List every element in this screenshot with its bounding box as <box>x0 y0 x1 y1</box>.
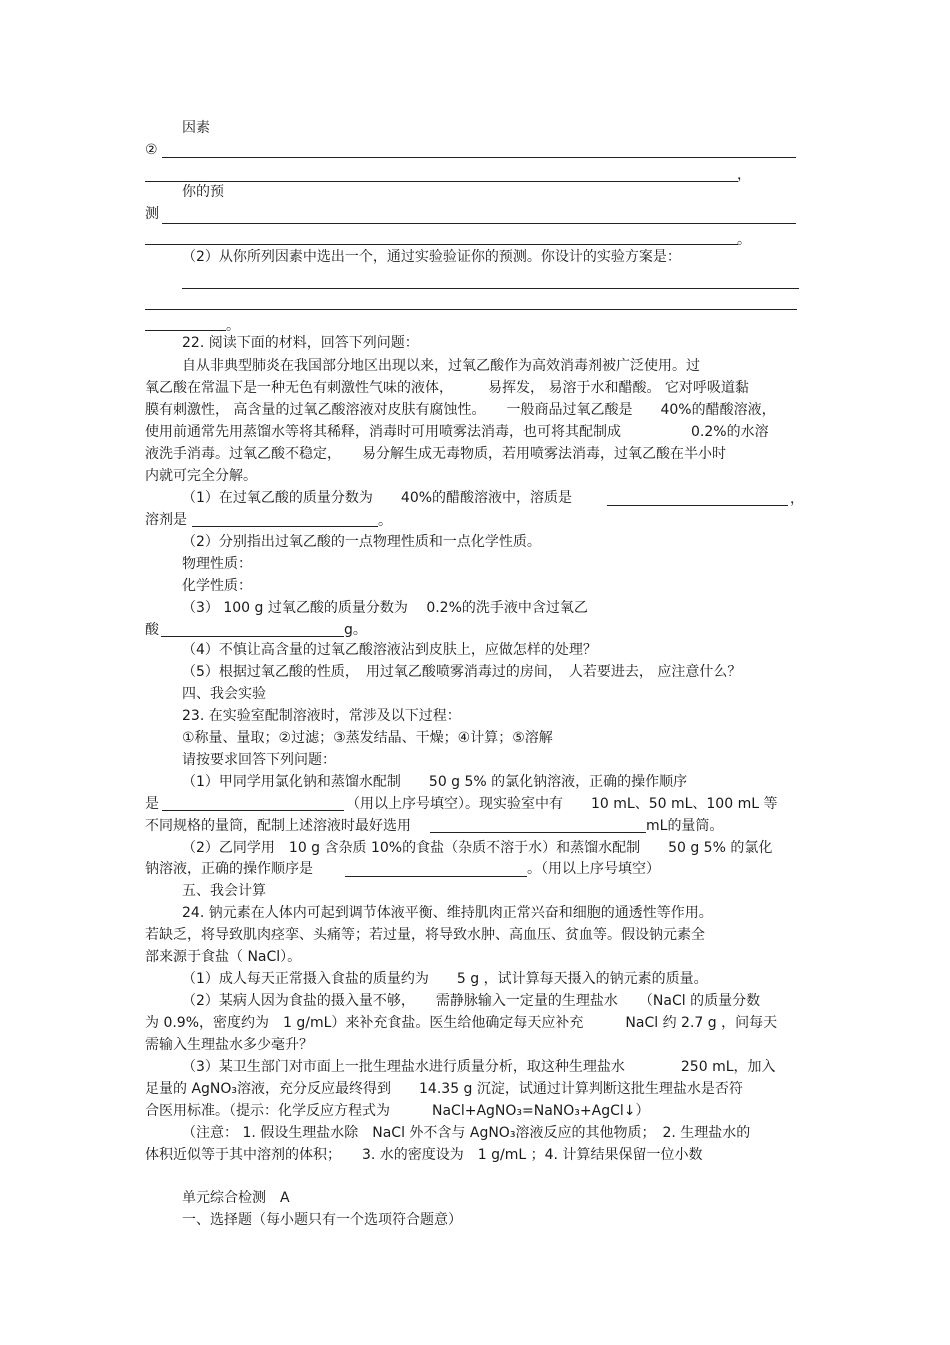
q22-sub5: （5）根据过氧乙酸的性质， 用过氧乙酸喷雾消毒过的房间， 人若要进去， 应注意什么？ <box>182 664 742 680</box>
q22-heading: 22. 阅读下面的材料，回答下列问题： <box>182 335 419 351</box>
q23-sub1-cont: 不同规格的量筒，配制上述溶液时最好选用 <box>145 818 411 834</box>
predict-label: 你的预 <box>182 184 224 200</box>
paragraph-line: 自从非典型肺炎在我国部分地区出现以来，过氧乙酸作为高效消毒剂被广泛使用。过 <box>182 358 700 374</box>
q23-heading: 23. 在实验室配制溶液时，常涉及以下过程： <box>182 708 461 724</box>
process-steps: ①称量、量取；②过滤；③蒸发结晶、干燥；④计算；⑤溶解 <box>182 730 553 746</box>
predict-label-cont: 测 <box>145 206 159 222</box>
q24-note: （注意： 1. 假设生理盐水除 NaCl 外不含与 AgNO₃溶液反应的其他物质； 2. 生理盐水的 <box>182 1125 751 1141</box>
paragraph-line: 氧乙酸在常温下是一种无色有刺激性气味的液体， 易挥发， 易溶于水和醋酸。 它对呼吸道黏 <box>145 380 749 396</box>
solute-blank[interactable] <box>607 505 788 506</box>
q23-sub2-cont: 钠溶液，正确的操作顺序是 <box>145 861 313 877</box>
paragraph-line: 使用前通常先用蒸馏水等将其稀释，消毒时可用喷雾法消毒，也可将其配制成 0.2%的水溶 <box>145 424 769 440</box>
period: 。 <box>378 513 392 529</box>
paragraph-line: 部来源于食盐（ NaCl）。 <box>145 949 302 965</box>
order-blank[interactable] <box>162 810 344 811</box>
q24-heading: 24. 钠元素在人体内可起到调节体液平衡、维持肌肉正常兴奋和细胞的通透性等作用。 <box>182 905 713 921</box>
unit-label: mL的量筒。 <box>646 818 724 834</box>
paragraph-line: 膜有刺激性， 高含量的过氧乙酸溶液对皮肤有腐蚀性。 一般商品过氧乙酸是 40%的醋酸溶液， <box>145 402 776 418</box>
section-heading: 四、我会实验 <box>182 686 266 702</box>
section-heading: 五、我会计算 <box>182 883 266 899</box>
period: 。 <box>737 232 751 248</box>
period: 。 <box>226 318 240 334</box>
q22-sub2: （2）分别指出过氧乙酸的一点物理性质和一点化学性质。 <box>182 534 541 550</box>
answer-blank[interactable] <box>145 181 738 182</box>
q24-sub2-cont: 需输入生理盐水多少毫升？ <box>145 1037 313 1053</box>
mass-blank[interactable] <box>161 636 344 637</box>
q24-sub2: （2）某病人因为食盐的摄入量不够， 需静脉输入一定量的生理盐水 （NaCl 的质量分数 <box>182 993 761 1009</box>
answer-blank[interactable] <box>182 288 799 289</box>
q22-sub3: （3） 100 g 过氧乙酸的质量分数为 0.2%的洗手液中含过氧乙 <box>182 600 588 616</box>
answer-blank[interactable] <box>145 309 797 310</box>
cylinder-blank[interactable] <box>430 832 646 833</box>
answer-blank[interactable] <box>145 330 226 331</box>
q23-sub2-cont: 。（用以上序号填空） <box>527 861 660 877</box>
unit-test-title: 单元综合检测 A <box>182 1190 290 1206</box>
circle-marker: ② <box>145 142 158 158</box>
q23-sub1: （1）甲同学用氯化钠和蒸馏水配制 50 g 5% 的氯化钠溶液，正确的操作顺序 <box>182 774 688 790</box>
q23-sub2: （2）乙同学用 10 g 含杂质 10%的食盐（杂质不溶于水）和蒸馏水配制 50 g 5% 的氯化 <box>182 840 773 856</box>
solvent-label: 溶剂是 <box>145 512 187 528</box>
q24-sub3: （3）某卫生部门对市面上一批生理盐水进行质量分析，取这种生理盐水 250 mL，加入 <box>182 1059 776 1075</box>
solvent-blank[interactable] <box>192 526 378 527</box>
unit-label: g。 <box>344 622 367 638</box>
order-blank[interactable] <box>345 876 527 877</box>
answer-blank[interactable] <box>162 223 796 224</box>
instruction: 请按要求回答下列问题： <box>182 752 336 768</box>
chemical-property-label: 化学性质： <box>182 578 252 594</box>
q22-sub1: （1）在过氧乙酸的质量分数为 40%的醋酸溶液中，溶质是 <box>182 490 573 506</box>
q23-sub1-cont: 是 <box>145 796 159 812</box>
q21-part2: （2）从你所列因素中选出一个，通过实验验证你的预测。你设计的实验方案是： <box>182 249 681 265</box>
q24-sub1: （1）成人每天正常摄入食盐的质量约为 5 g ，试计算每天摄入的钠元素的质量。 <box>182 971 708 987</box>
q24-sub2-cont: 为 0.9%，密度约为 1 g/mL）来补充食盐。医生给他确定每天应补充 NaCl 约 2.7 g ，问每天 <box>145 1015 778 1031</box>
paragraph-line: 内就可完全分解。 <box>145 468 257 484</box>
comma: ， <box>737 167 751 183</box>
paragraph-line: 若缺乏，将导致肌肉痉挛、头痛等；若过量，将导致水肿、高血压、贫血等。假设钠元素全 <box>145 927 705 943</box>
q22-sub3-cont: 酸 <box>145 622 159 638</box>
physical-property-label: 物理性质： <box>182 556 252 572</box>
factor-label: 因素 <box>182 120 210 136</box>
q23-sub1-cont: （用以上序号填空）。现实验室中有 10 mL、50 mL、100 mL 等 <box>346 796 778 812</box>
q24-sub3-cont: 合医用标准。（提示：化学反应方程式为 NaCl+AgNO₃=NaNO₃+AgCl↓） <box>145 1103 650 1119</box>
answer-blank[interactable] <box>162 157 796 158</box>
comma: ， <box>790 491 804 507</box>
q22-sub4: （4）不慎让高含量的过氧乙酸溶液沾到皮肤上，应做怎样的处理？ <box>182 642 597 658</box>
paragraph-line: 液洗手消毒。过氧乙酸不稳定， 易分解生成无毒物质，若用喷雾法消毒，过氧乙酸在半小时 <box>145 446 726 462</box>
q24-sub3-cont: 足量的 AgNO₃溶液，充分反应最终得到 14.35 g 沉淀，试通过计算判断这批生理盐水是否符 <box>145 1081 743 1097</box>
section-heading: 一、选择题（每小题只有一个选项符合题意） <box>182 1212 462 1228</box>
answer-blank[interactable] <box>145 244 738 245</box>
q24-note-cont: 体积近似等于其中溶剂的体积； 3. 水的密度设为 1 g/mL ；4. 计算结果保留一位小数 <box>145 1147 703 1163</box>
